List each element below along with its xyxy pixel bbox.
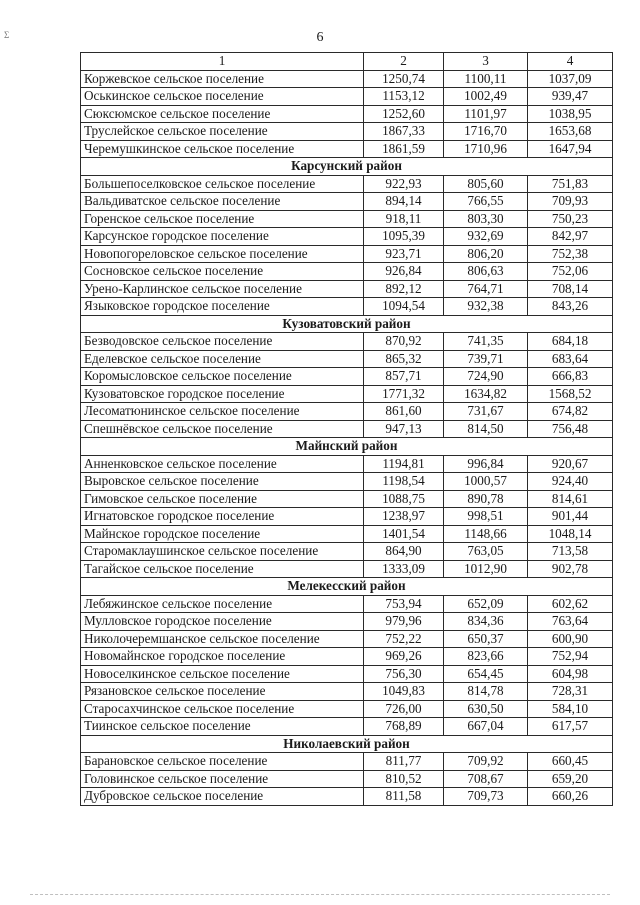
table-row [81, 595, 613, 613]
settlement-name: Языковское городское поселение [81, 298, 364, 316]
value-col-2: 1094,54 [364, 298, 444, 316]
header-row [81, 53, 613, 71]
value-col-2: 811,58 [364, 788, 444, 806]
value-col-2: 969,26 [364, 648, 444, 666]
settlement-name: Труслейское сельское поселение [81, 123, 364, 141]
settlement-name: Головинское сельское поселение [81, 770, 364, 788]
column-header-2: 2 [364, 53, 444, 71]
district-header-row [81, 735, 613, 753]
value-col-3: 708,67 [444, 770, 528, 788]
value-col-2: 892,12 [364, 280, 444, 298]
value-col-3: 823,66 [444, 648, 528, 666]
settlement-name: Вальдиватское сельское поселение [81, 193, 364, 211]
table-row [81, 333, 613, 351]
value-col-4: 728,31 [528, 683, 613, 701]
value-col-3: 1710,96 [444, 140, 528, 158]
table-row [81, 403, 613, 421]
table-row [81, 490, 613, 508]
value-col-4: 920,67 [528, 455, 613, 473]
settlement-name: Большепоселковское сельское поселение [81, 175, 364, 193]
table-row [81, 613, 613, 631]
table-row [81, 140, 613, 158]
settlement-name: Николочеремшанское сельское поселение [81, 630, 364, 648]
value-col-3: 806,63 [444, 263, 528, 281]
table-row [81, 385, 613, 403]
table-row [81, 210, 613, 228]
value-col-2: 1333,09 [364, 560, 444, 578]
value-col-2: 1194,81 [364, 455, 444, 473]
settlement-name: Майнское городское поселение [81, 525, 364, 543]
table-row [81, 770, 613, 788]
settlement-name: Коржевское сельское поселение [81, 70, 364, 88]
value-col-3: 667,04 [444, 718, 528, 736]
district-header-row [81, 578, 613, 596]
value-col-3: 764,71 [444, 280, 528, 298]
value-col-2: 1771,32 [364, 385, 444, 403]
table-row [81, 560, 613, 578]
value-col-4: 617,57 [528, 718, 613, 736]
value-col-3: 814,50 [444, 420, 528, 438]
table-row [81, 473, 613, 491]
value-col-2: 947,13 [364, 420, 444, 438]
value-col-3: 709,73 [444, 788, 528, 806]
table-row [81, 665, 613, 683]
settlement-name: Коромысловское сельское поселение [81, 368, 364, 386]
table-row [81, 455, 613, 473]
value-col-2: 1867,33 [364, 123, 444, 141]
value-col-4: 709,93 [528, 193, 613, 211]
value-col-3: 709,92 [444, 753, 528, 771]
table-row [81, 700, 613, 718]
value-col-4: 750,23 [528, 210, 613, 228]
settlement-name: Старомаклаушинское сельское поселение [81, 543, 364, 561]
value-col-4: 674,82 [528, 403, 613, 421]
value-col-3: 1716,70 [444, 123, 528, 141]
value-col-2: 979,96 [364, 613, 444, 631]
table-row [81, 648, 613, 666]
value-col-4: 600,90 [528, 630, 613, 648]
column-header-4: 4 [528, 53, 613, 71]
value-col-3: 650,37 [444, 630, 528, 648]
settlement-name: Новомайнское городское поселение [81, 648, 364, 666]
value-col-2: 1153,12 [364, 88, 444, 106]
value-col-4: 902,78 [528, 560, 613, 578]
value-col-2: 752,22 [364, 630, 444, 648]
table-row [81, 228, 613, 246]
value-col-2: 768,89 [364, 718, 444, 736]
value-col-4: 1647,94 [528, 140, 613, 158]
table-row [81, 105, 613, 123]
value-col-4: 602,62 [528, 595, 613, 613]
value-col-2: 1095,39 [364, 228, 444, 246]
table-row [81, 508, 613, 526]
value-col-3: 1002,49 [444, 88, 528, 106]
value-col-2: 870,92 [364, 333, 444, 351]
settlement-name: Тагайское сельское поселение [81, 560, 364, 578]
settlement-name: Барановское сельское поселение [81, 753, 364, 771]
value-col-2: 857,71 [364, 368, 444, 386]
settlement-name: Гимовское сельское поселение [81, 490, 364, 508]
value-col-2: 1198,54 [364, 473, 444, 491]
value-col-2: 810,52 [364, 770, 444, 788]
settlement-name: Безводовское сельское поселение [81, 333, 364, 351]
district-header-row [81, 315, 613, 333]
value-col-2: 918,11 [364, 210, 444, 228]
table-row [81, 683, 613, 701]
value-col-2: 865,32 [364, 350, 444, 368]
value-col-3: 731,67 [444, 403, 528, 421]
district-name: Карсунский район [81, 158, 613, 176]
table-row [81, 543, 613, 561]
settlement-name: Горенское сельское поселение [81, 210, 364, 228]
value-col-3: 1000,57 [444, 473, 528, 491]
value-col-4: 1037,09 [528, 70, 613, 88]
table-row [81, 420, 613, 438]
value-col-2: 864,90 [364, 543, 444, 561]
value-col-4: 584,10 [528, 700, 613, 718]
district-name: Мелекесский район [81, 578, 613, 596]
value-col-4: 1653,68 [528, 123, 613, 141]
value-col-4: 659,20 [528, 770, 613, 788]
value-col-3: 654,45 [444, 665, 528, 683]
value-col-4: 708,14 [528, 280, 613, 298]
settlement-name: Анненковское сельское поселение [81, 455, 364, 473]
value-col-3: 834,36 [444, 613, 528, 631]
value-col-2: 1861,59 [364, 140, 444, 158]
value-col-3: 814,78 [444, 683, 528, 701]
value-col-3: 1100,11 [444, 70, 528, 88]
table-row [81, 753, 613, 771]
value-col-4: 660,26 [528, 788, 613, 806]
page-number: 6 [316, 30, 324, 45]
value-col-2: 923,71 [364, 245, 444, 263]
settlement-name: Сюксюмское сельское поселение [81, 105, 364, 123]
district-name: Кузоватовский район [81, 315, 613, 333]
table-row [81, 88, 613, 106]
value-col-2: 753,94 [364, 595, 444, 613]
value-col-3: 724,90 [444, 368, 528, 386]
settlement-name: Сосновское сельское поселение [81, 263, 364, 281]
value-col-3: 739,71 [444, 350, 528, 368]
value-col-4: 684,18 [528, 333, 613, 351]
value-col-4: 842,97 [528, 228, 613, 246]
value-col-3: 932,38 [444, 298, 528, 316]
settlement-name: Игнатовское городское поселение [81, 508, 364, 526]
value-col-4: 924,40 [528, 473, 613, 491]
settlement-name: Новопогореловское сельское поселение [81, 245, 364, 263]
value-col-2: 926,84 [364, 263, 444, 281]
value-col-3: 890,78 [444, 490, 528, 508]
value-col-4: 752,38 [528, 245, 613, 263]
value-col-2: 894,14 [364, 193, 444, 211]
settlement-name: Урено-Карлинское сельское поселение [81, 280, 364, 298]
value-col-3: 763,05 [444, 543, 528, 561]
value-col-2: 1252,60 [364, 105, 444, 123]
table-row [81, 788, 613, 806]
value-col-3: 652,09 [444, 595, 528, 613]
value-col-2: 756,30 [364, 665, 444, 683]
value-col-4: 666,83 [528, 368, 613, 386]
value-col-2: 1250,74 [364, 70, 444, 88]
settlement-name: Кузоватовское городское поселение [81, 385, 364, 403]
value-col-3: 1101,97 [444, 105, 528, 123]
value-col-4: 756,48 [528, 420, 613, 438]
table-body [81, 70, 613, 805]
table-row [81, 525, 613, 543]
value-col-2: 1088,75 [364, 490, 444, 508]
value-col-4: 713,58 [528, 543, 613, 561]
value-col-3: 996,84 [444, 455, 528, 473]
settlement-name: Старосахчинское сельское поселение [81, 700, 364, 718]
table-row [81, 718, 613, 736]
value-col-4: 843,26 [528, 298, 613, 316]
table-row [81, 70, 613, 88]
settlements-table [80, 52, 613, 806]
settlement-name: Дубровское сельское поселение [81, 788, 364, 806]
settlement-name: Черемушкинское сельское поселение [81, 140, 364, 158]
value-col-4: 1038,95 [528, 105, 613, 123]
settlement-name: Оськинское сельское поселение [81, 88, 364, 106]
value-col-4: 751,83 [528, 175, 613, 193]
settlement-name: Еделевское сельское поселение [81, 350, 364, 368]
value-col-4: 660,45 [528, 753, 613, 771]
district-header-row [81, 158, 613, 176]
settlement-name: Рязановское сельское поселение [81, 683, 364, 701]
value-col-4: 901,44 [528, 508, 613, 526]
district-name: Майнский район [81, 438, 613, 456]
value-col-4: 604,98 [528, 665, 613, 683]
settlement-name: Новоселкинское сельское поселение [81, 665, 364, 683]
value-col-3: 932,69 [444, 228, 528, 246]
table-row [81, 175, 613, 193]
table-row [81, 123, 613, 141]
table-row [81, 298, 613, 316]
column-header-1: 1 [81, 53, 364, 71]
table-row [81, 245, 613, 263]
value-col-3: 1012,90 [444, 560, 528, 578]
value-col-3: 766,55 [444, 193, 528, 211]
settlement-name: Выровское сельское поселение [81, 473, 364, 491]
table-row [81, 263, 613, 281]
table-row [81, 350, 613, 368]
value-col-4: 814,61 [528, 490, 613, 508]
value-col-4: 939,47 [528, 88, 613, 106]
value-col-4: 1048,14 [528, 525, 613, 543]
settlement-name: Мулловское городское поселение [81, 613, 364, 631]
district-name: Николаевский район [81, 735, 613, 753]
value-col-3: 805,60 [444, 175, 528, 193]
page-bottom-rule [30, 894, 610, 895]
settlement-name: Лесоматюнинское сельское поселение [81, 403, 364, 421]
value-col-2: 811,77 [364, 753, 444, 771]
value-col-4: 1568,52 [528, 385, 613, 403]
settlement-name: Спешнёвское сельское поселение [81, 420, 364, 438]
value-col-3: 803,30 [444, 210, 528, 228]
margin-mark: Σ [4, 30, 10, 40]
value-col-2: 726,00 [364, 700, 444, 718]
value-col-2: 1401,54 [364, 525, 444, 543]
value-col-4: 752,06 [528, 263, 613, 281]
value-col-2: 922,93 [364, 175, 444, 193]
table-row [81, 368, 613, 386]
column-header-3: 3 [444, 53, 528, 71]
table-row [81, 630, 613, 648]
value-col-3: 806,20 [444, 245, 528, 263]
settlement-name: Лебяжинское сельское поселение [81, 595, 364, 613]
value-col-3: 1148,66 [444, 525, 528, 543]
table-row [81, 193, 613, 211]
value-col-3: 630,50 [444, 700, 528, 718]
value-col-2: 1049,83 [364, 683, 444, 701]
district-header-row [81, 438, 613, 456]
value-col-3: 1634,82 [444, 385, 528, 403]
value-col-4: 763,64 [528, 613, 613, 631]
table-row [81, 280, 613, 298]
value-col-3: 741,35 [444, 333, 528, 351]
value-col-3: 998,51 [444, 508, 528, 526]
settlement-name: Тиинское сельское поселение [81, 718, 364, 736]
value-col-4: 752,94 [528, 648, 613, 666]
value-col-4: 683,64 [528, 350, 613, 368]
value-col-2: 1238,97 [364, 508, 444, 526]
settlement-name: Карсунское городское поселение [81, 228, 364, 246]
value-col-2: 861,60 [364, 403, 444, 421]
